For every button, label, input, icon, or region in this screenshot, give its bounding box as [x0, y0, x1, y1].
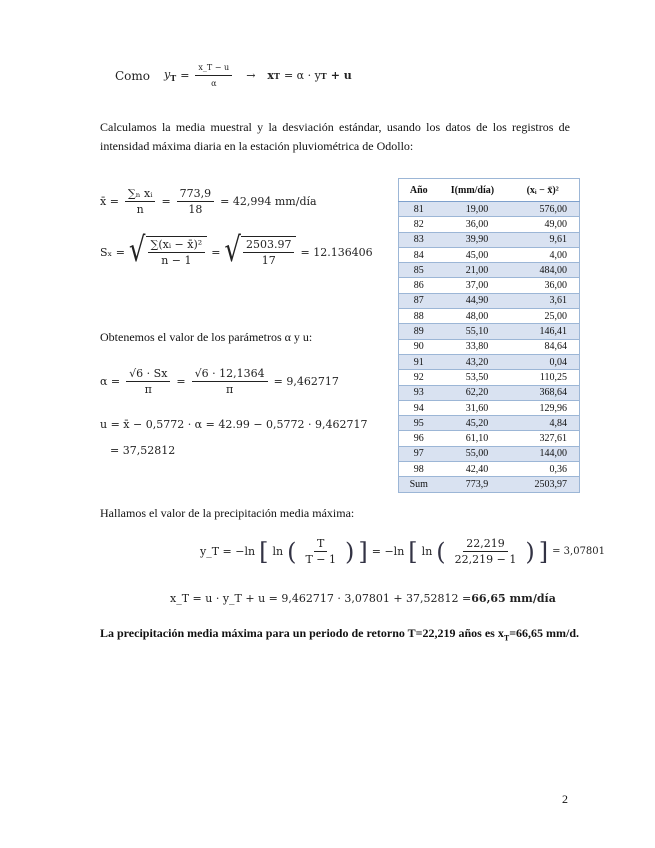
paragraph-intro: Calculamos la media muestral y la desviación estándar, usando los datos de los registros de intensidad máxima diaria en la estación pluviométrica de Odollo:: [100, 120, 570, 153]
arrow-icon: →: [246, 69, 256, 82]
deviation-cell: 25,00: [506, 309, 579, 324]
deviation-cell: 36,00: [506, 278, 579, 293]
conclusion-sub: T: [503, 633, 510, 643]
sub-t: T: [273, 70, 280, 81]
numerator: x_T − u: [195, 60, 232, 76]
fraction: [192, 366, 268, 397]
numerator: √6 · Sx: [126, 366, 170, 382]
table-row: [399, 431, 580, 446]
fraction: [302, 536, 339, 567]
table-row: [399, 462, 580, 477]
data-table-container: [398, 178, 580, 493]
yT-formula: [200, 536, 605, 567]
intensity-cell: 53,50: [439, 370, 507, 385]
intensity-cell: 37,00: [439, 278, 507, 293]
year-cell: 94: [399, 400, 439, 415]
deviation-cell: 144,00: [506, 446, 579, 461]
fraction: [243, 237, 295, 268]
intensity-cell: 42,40: [439, 462, 507, 477]
table-header: [399, 179, 580, 202]
sd-formula: [100, 231, 373, 271]
yT-fraction: [195, 60, 232, 91]
table-row: [399, 202, 580, 217]
numerator: ∑(xᵢ − x̄)²: [148, 237, 206, 253]
numerator: 773,9: [177, 186, 215, 202]
lhs: α =: [100, 375, 121, 388]
year-cell: 90: [399, 339, 439, 354]
numerator: ∑ₙ xᵢ: [125, 186, 156, 202]
lhs: x̄ =: [100, 195, 119, 208]
intensity-cell: 45,20: [439, 416, 507, 431]
denominator: 18: [188, 203, 203, 216]
intensity-cell: 48,00: [439, 309, 507, 324]
u-formula-line2: = 37,52812: [110, 444, 176, 457]
year-cell: 81: [399, 202, 439, 217]
year-cell: 92: [399, 370, 439, 385]
year-cell: 96: [399, 431, 439, 446]
x-var: x: [267, 69, 274, 82]
intensity-cell: 31,60: [439, 400, 507, 415]
fraction: [148, 237, 206, 268]
conclusion: [100, 624, 579, 647]
intensity-cell: 33,80: [439, 339, 507, 354]
year-cell: 83: [399, 232, 439, 247]
result: = 3,07801: [552, 546, 606, 557]
denominator: 17: [261, 254, 276, 267]
data-table: [398, 178, 580, 493]
table-row: [399, 354, 580, 369]
intensity-cell: 55,10: [439, 324, 507, 339]
deviation-cell: 576,00: [506, 202, 579, 217]
lhs: x_T = u · y_T + u = 9,462717 · 3,07801 + 37,52812 =: [170, 592, 472, 605]
denominator: n − 1: [161, 254, 192, 267]
numerator: 2503.97: [243, 237, 295, 253]
table-row: [399, 309, 580, 324]
lhs: y_T = −ln: [200, 545, 256, 558]
denominator: π: [226, 383, 234, 396]
paren-icon: ): [525, 537, 535, 566]
deviation-cell: 146,41: [506, 324, 579, 339]
table-row: [399, 416, 580, 431]
intro-formula: [115, 60, 352, 91]
denominator: T − 1: [305, 553, 336, 566]
table-row: [399, 263, 580, 278]
fraction: [125, 186, 156, 217]
intensity-cell: 45,00: [439, 247, 507, 262]
paragraph-parameters: Obtenemos el valor de los parámetros α y u:: [100, 330, 313, 344]
col-year: Año: [399, 179, 439, 202]
sqrt-icon: √: [128, 231, 146, 271]
deviation-cell: 110,25: [506, 370, 579, 385]
equals: =: [211, 245, 221, 259]
table-row: [399, 232, 580, 247]
intensity-cell: 773,9: [439, 477, 507, 492]
fraction: [126, 366, 170, 397]
sub-t: T: [320, 70, 327, 81]
sqrt: [224, 231, 296, 271]
intensity-cell: 43,20: [439, 354, 507, 369]
result: = 9,462717: [273, 375, 339, 388]
bracket-icon: [: [408, 537, 418, 566]
deviation-cell: 129,96: [506, 400, 579, 415]
table-row: [399, 446, 580, 461]
deviation-cell: 9,61: [506, 232, 579, 247]
deviation-cell: 2503,97: [506, 477, 579, 492]
ln: ln: [421, 545, 433, 558]
fraction: [452, 536, 520, 567]
y-var: y: [164, 67, 171, 81]
year-cell: 86: [399, 278, 439, 293]
year-cell: 97: [399, 446, 439, 461]
year-cell: 98: [399, 462, 439, 477]
table-row: [399, 247, 580, 262]
denominator: α: [211, 79, 217, 88]
mean-formula: [100, 186, 317, 217]
como-label: Como: [115, 68, 151, 83]
table-row: [399, 370, 580, 385]
year-cell: 91: [399, 354, 439, 369]
fraction: [177, 186, 215, 217]
xT-expression: = α · y: [283, 69, 321, 82]
paren-icon: (: [436, 537, 446, 566]
equals: =: [176, 375, 186, 388]
year-cell: 93: [399, 385, 439, 400]
deviation-cell: 49,00: [506, 217, 579, 232]
deviation-cell: 3,61: [506, 293, 579, 308]
result: = 12.136406: [300, 245, 373, 259]
year-cell: 85: [399, 263, 439, 278]
col-deviation: (xᵢ − x̄)²: [506, 179, 579, 202]
bracket-icon: ]: [358, 537, 368, 566]
result: 66,65 mm/día: [471, 592, 556, 605]
paren-icon: ): [345, 537, 355, 566]
denominator: π: [144, 383, 152, 396]
table-row: [399, 339, 580, 354]
intensity-cell: 62,20: [439, 385, 507, 400]
deviation-cell: 4,84: [506, 416, 579, 431]
col-intensity: I(mm/día): [439, 179, 507, 202]
deviation-cell: 484,00: [506, 263, 579, 278]
mid: = −ln: [371, 545, 405, 558]
numerator: 22,219: [463, 536, 508, 552]
intensity-cell: 61,10: [439, 431, 507, 446]
year-cell: 84: [399, 247, 439, 262]
intensity-cell: 19,00: [439, 202, 507, 217]
u-formula-line1: u = x̄ − 0,5772 · α = 42.99 − 0,5772 · 9,462717: [100, 418, 368, 431]
intensity-cell: 21,00: [439, 263, 507, 278]
table-row: [399, 217, 580, 232]
year-cell: 87: [399, 293, 439, 308]
deviation-cell: 0,36: [506, 462, 579, 477]
denominator: n: [136, 203, 144, 216]
table-row: [399, 477, 580, 492]
numerator: T: [314, 536, 327, 552]
table-row: [399, 400, 580, 415]
year-cell: 89: [399, 324, 439, 339]
paragraph-precipitation: Hallamos el valor de la precipitación media máxima:: [100, 506, 355, 520]
denominator: 22,219 − 1: [454, 553, 517, 566]
table-row: [399, 278, 580, 293]
year-cell: 82: [399, 217, 439, 232]
intensity-cell: 39,90: [439, 232, 507, 247]
year-cell: Sum: [399, 477, 439, 492]
xT-tail: + u: [330, 69, 352, 82]
sub-t: T: [170, 73, 177, 84]
xT-formula: [170, 592, 556, 605]
ln: ln: [272, 545, 284, 558]
deviation-cell: 84,64: [506, 339, 579, 354]
conclusion-tail: =66,65 mm/d.: [509, 626, 580, 640]
table-row: [399, 385, 580, 400]
table-row: [399, 293, 580, 308]
bracket-icon: [: [259, 537, 269, 566]
year-cell: 88: [399, 309, 439, 324]
sqrt-icon: √: [224, 231, 241, 271]
conclusion-text: La precipitación media máxima para un periodo de retorno T=22,219 años es x: [100, 626, 504, 640]
sqrt: [128, 231, 207, 271]
result: = 42,994 mm/día: [220, 195, 317, 208]
equals: =: [161, 195, 171, 208]
deviation-cell: 0,04: [506, 354, 579, 369]
equals: =: [180, 69, 190, 82]
deviation-cell: 327,61: [506, 431, 579, 446]
yT-symbol: [164, 68, 176, 83]
page-number: 2: [562, 792, 568, 806]
intensity-cell: 44,90: [439, 293, 507, 308]
table-row: [399, 324, 580, 339]
year-cell: 95: [399, 416, 439, 431]
alpha-formula: [100, 366, 339, 397]
deviation-cell: 4,00: [506, 247, 579, 262]
paren-icon: (: [287, 537, 297, 566]
numerator: √6 · 12,1364: [192, 366, 268, 382]
intensity-cell: 36,00: [439, 217, 507, 232]
bracket-icon: ]: [538, 537, 549, 566]
intensity-cell: 55,00: [439, 446, 507, 461]
deviation-cell: 368,64: [506, 385, 579, 400]
lhs: Sₓ =: [100, 245, 125, 259]
